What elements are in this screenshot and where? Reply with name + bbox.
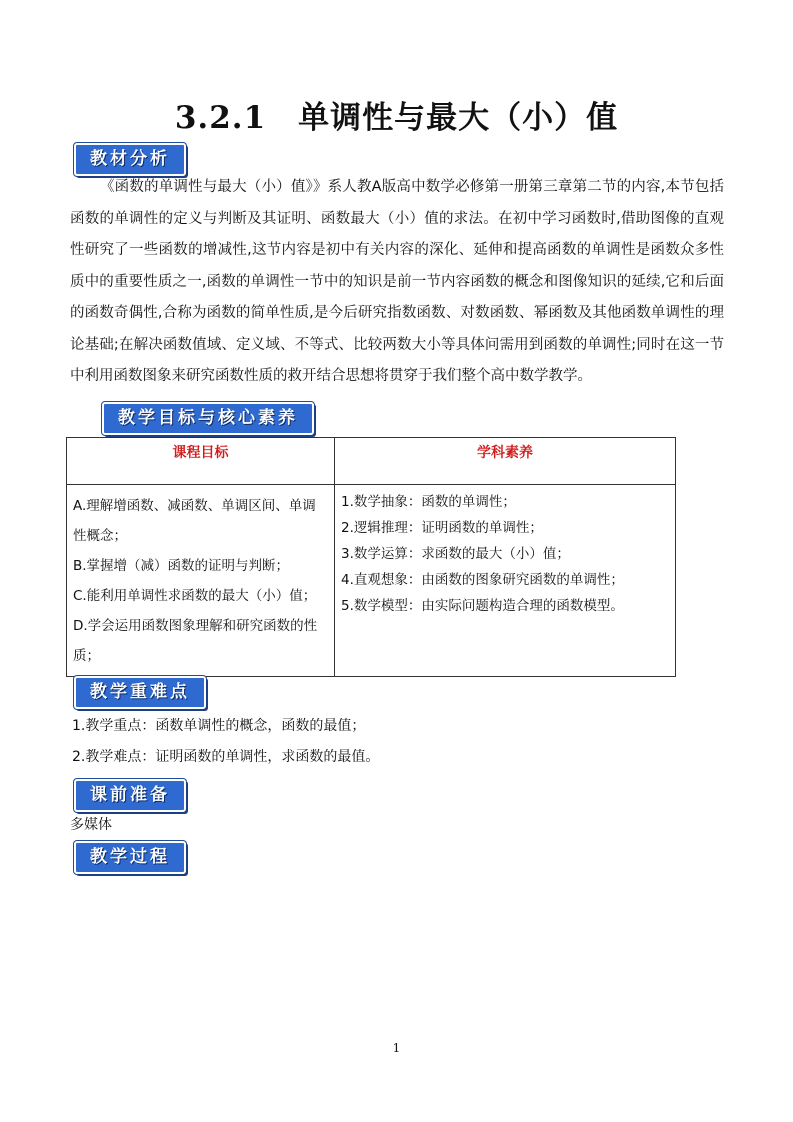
table-header-goals: 课程目标 xyxy=(67,438,335,485)
literacy-cell xyxy=(335,485,676,677)
literacy-item-5: 5.数学模型：由实际问题构造合理的函数模型。 xyxy=(341,598,624,614)
section-heading-keypoints: 教学重难点 xyxy=(74,676,206,709)
section-heading-analysis: 教材分析 xyxy=(74,143,186,176)
goal-item-d: D.学会运用函数图象理解和研究函数的性质； xyxy=(73,618,318,664)
prep-text: 多媒体 xyxy=(70,817,112,833)
keypoint-difficulty: 2.教学难点：证明函数的单调性，求函数的最值。 xyxy=(72,749,380,765)
goals-table xyxy=(66,437,676,677)
literacy-item-4: 4.直观想象：由函数的图象研究函数的单调性； xyxy=(341,572,624,588)
section-heading-process: 教学过程 xyxy=(74,841,186,874)
analysis-paragraph: 《函数的单调性与最大（小）值》》系人教A版高中数学必修第一册第三章第二节的内容,本节包括函数的单调性的定义与判断及其证明、函数最大（小）值的求法。在初中学习函数时,借助图像的直观性研究了一些函数的增减性,这节内容是初中有关内容的深化、延伸和提高函数的单调性是函数众多性质中的重要性质之一,函数的单调性一节中的知识是前一节内容函数的概念和图像知识的延续,它和后面的函数奇偶性,合称为函数的简单性质,是今后研究指数函数、对数函数、幂函数及其他函数单调性的理论基础;在解决函数值域、定义域、不等式、比较两数大小等具体问需用到函数的单调性;同时在这一节中利用函数图象来研究函数性质的救开结合思想将贯穿于我们整个高中数学教学。 xyxy=(70,179,724,384)
table-header-row xyxy=(67,438,676,485)
goal-item-c: C.能利用单调性求函数的最大（小）值； xyxy=(73,588,317,604)
table-header-literacy: 学科素养 xyxy=(335,438,676,485)
page-title: 3.2.1 单调性与最大（小）值 xyxy=(174,100,619,136)
keypoint-focus: 1.教学重点：函数单调性的概念，函数的最值； xyxy=(72,718,366,734)
page-number: 1 xyxy=(392,1041,401,1055)
literacy-item-3: 3.数学运算：求函数的最大（小）值； xyxy=(341,546,570,562)
table-row xyxy=(67,485,676,677)
goal-item-a: A.理解增函数、减函数、单调区间、单调性概念； xyxy=(73,498,316,544)
section-heading-goals: 教学目标与核心素养 xyxy=(102,402,314,435)
literacy-item-1: 1.数学抽象：函数的单调性； xyxy=(341,494,516,510)
section-heading-prep: 课前准备 xyxy=(74,779,186,812)
goal-item-b: B.掌握增（减）函数的证明与判断； xyxy=(73,558,290,574)
literacy-item-2: 2.逻辑推理：证明函数的单调性； xyxy=(341,520,543,536)
goals-cell xyxy=(67,485,335,677)
